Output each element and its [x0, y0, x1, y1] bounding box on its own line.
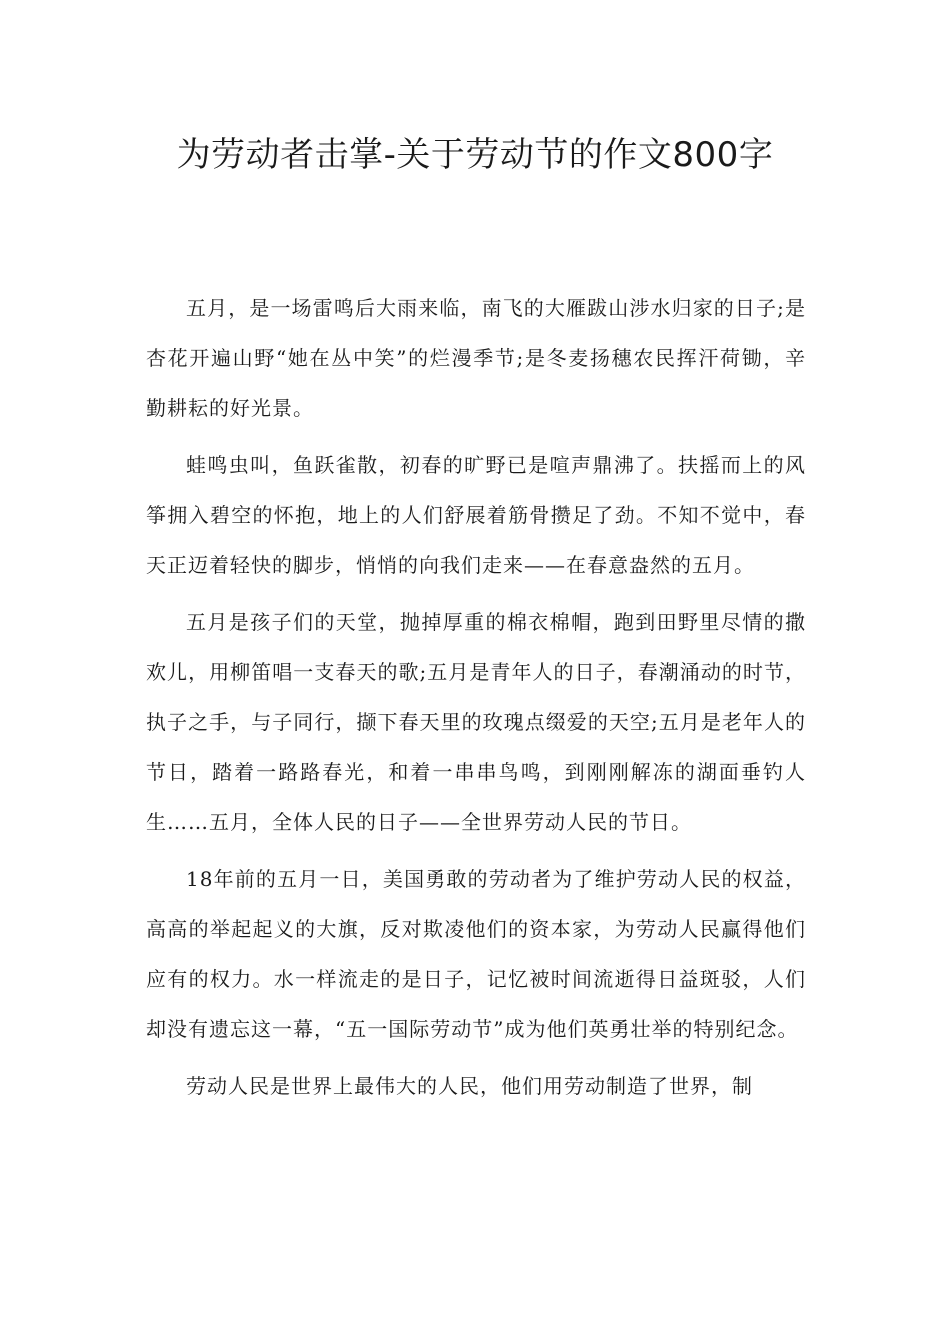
article-body	[146, 283, 806, 1118]
paragraph-5: 劳动人民是世界上最伟大的人民，他们用劳动制造了世界，制	[186, 1074, 753, 1098]
paragraph-2: 蛙鸣虫叫，鱼跃雀散，初春的旷野已是喧声鼎沸了。扶摇而上的风筝拥入碧空的怀抱，地上的人们舒展着筋骨攒足了劲。不知不觉中，春天正迈着轻快的脚步，悄悄的向我们走来——在春意盎然的五月。	[146, 453, 806, 577]
paragraph-3: 五月是孩子们的天堂，抛掉厚重的棉衣棉帽，跑到田野里尽情的撒欢儿，用柳笛唱一支春天的歌;五月是青年人的日子，春潮涌动的时节，执子之手，与子同行，撷下春天里的玫瑰点缀爱的天空;五月是老年人的节日，踏着一路路春光，和着一串串鸟鸣，到刚刚解冻的湖面垂钓人生……五月，全体人民的日子——全世界劳动人民的节日。	[146, 610, 806, 834]
paragraph-4: 18年前的五月一日，美国勇敢的劳动者为了维护劳动人民的权益，高高的举起起义的大旗，反对欺凌他们的资本家，为劳动人民赢得他们应有的权力。水一样流走的是日子，记忆被时间流逝得日益斑驳，人们却没有遗忘这一幕，“五一国际劳动节”成为他们英勇壮举的特别纪念。	[146, 867, 806, 1041]
page-title: 为劳动者击掌-关于劳动节的作文800字	[176, 135, 774, 175]
paragraph-1: 五月，是一场雷鸣后大雨来临，南飞的大雁跋山涉水归家的日子;是杏花开遍山野“她在丛中笑”的烂漫季节;是冬麦扬穗农民挥汗荷锄，辛勤耕耘的好光景。	[146, 296, 806, 420]
